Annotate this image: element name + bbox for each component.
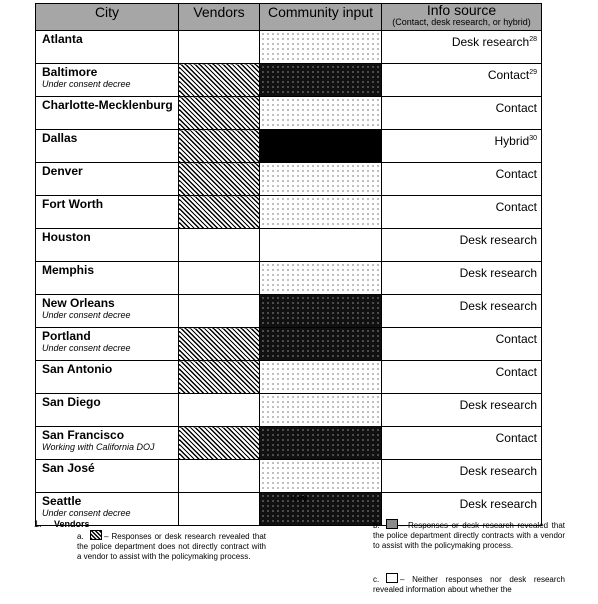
header-info-source-label: Info source	[426, 2, 497, 18]
info-source-cell	[382, 262, 542, 295]
community-input-cell	[260, 31, 382, 64]
city-cell	[36, 427, 179, 460]
info-source-cell	[382, 460, 542, 493]
table-row	[36, 31, 542, 64]
community-input-cell	[260, 394, 382, 427]
city-cell	[36, 328, 179, 361]
city-name: Denver	[42, 164, 83, 178]
vendors-cell	[179, 394, 260, 427]
info-source-text: Desk research	[459, 233, 537, 247]
key-entry-b	[373, 519, 565, 551]
footnote-ref: 28	[529, 36, 537, 43]
city-name: Memphis	[42, 263, 95, 277]
info-source-text: Desk research	[459, 497, 537, 511]
table-row	[36, 130, 542, 163]
info-source-text: Contact	[495, 200, 537, 214]
community-input-cell	[260, 262, 382, 295]
city-cell	[36, 97, 179, 130]
city-cell	[36, 130, 179, 163]
city-name: Baltimore	[42, 65, 98, 79]
key-entry-c-text: – Neither responses nor desk research revealed information about whether the	[373, 575, 565, 594]
key-title: Key	[290, 493, 308, 503]
key-entry-c	[373, 573, 565, 595]
info-source-cell	[382, 97, 542, 130]
info-source-text: Contact	[495, 332, 537, 346]
vendors-cell	[179, 196, 260, 229]
info-source-text: Hybrid	[494, 134, 530, 148]
city-name: Seattle	[42, 494, 82, 508]
footnote-ref: 30	[529, 135, 537, 142]
community-input-cell	[260, 163, 382, 196]
city-note: Under consent decree	[42, 343, 131, 353]
header-vendors: Vendors	[179, 4, 260, 31]
table-row	[36, 64, 542, 97]
table-header-row	[36, 4, 542, 31]
info-source-text: Desk research	[459, 464, 537, 478]
info-source-text: Desk research	[459, 266, 537, 280]
footnote-ref: 29	[529, 69, 537, 76]
community-input-cell	[260, 130, 382, 163]
city-cell	[36, 394, 179, 427]
vendors-cell	[179, 130, 260, 163]
city-cell	[36, 163, 179, 196]
key-entry-b-letter: b.	[373, 521, 380, 530]
vendors-cell	[179, 229, 260, 262]
vendors-cell	[179, 163, 260, 196]
gray-swatch-icon	[386, 519, 398, 529]
info-source-text: Desk research	[459, 398, 537, 412]
community-input-cell	[260, 427, 382, 460]
info-source-cell	[382, 427, 542, 460]
city-name: Dallas	[42, 131, 78, 145]
community-input-cell	[260, 229, 382, 262]
city-name: San José	[42, 461, 95, 475]
info-source-cell	[382, 295, 542, 328]
info-source-text: Contact	[487, 68, 530, 82]
city-cell	[36, 361, 179, 394]
vendors-cell	[179, 97, 260, 130]
key-entry-a-letter: a.	[77, 532, 84, 541]
key-entry-b-text: – Responses or desk research revealed that the police department directly contracts with a vendor to assist with the policymaking process.	[373, 521, 565, 550]
city-cell	[36, 229, 179, 262]
city-cell	[36, 295, 179, 328]
city-name: San Francisco	[42, 428, 125, 442]
table-row	[36, 163, 542, 196]
city-name: New Orleans	[42, 296, 115, 310]
community-input-cell	[260, 64, 382, 97]
info-source-cell	[382, 229, 542, 262]
city-policy-table	[35, 3, 542, 526]
city-note: Under consent decree	[42, 79, 131, 89]
city-name: Portland	[42, 329, 91, 343]
table-row	[36, 460, 542, 493]
vendors-cell	[179, 328, 260, 361]
city-note: Under consent decree	[42, 310, 131, 320]
city-name: Atlanta	[42, 32, 83, 46]
info-source-cell	[382, 361, 542, 394]
city-cell	[36, 460, 179, 493]
table-row	[36, 328, 542, 361]
vendors-cell	[179, 64, 260, 97]
hatch-swatch-icon	[90, 530, 102, 540]
table-row	[36, 229, 542, 262]
city-name: San Diego	[42, 395, 101, 409]
key-item-label: Vendors	[54, 519, 90, 529]
community-input-cell	[260, 328, 382, 361]
table-row	[36, 262, 542, 295]
info-source-cell	[382, 196, 542, 229]
table-row	[36, 394, 542, 427]
city-cell	[36, 31, 179, 64]
city-name: Fort Worth	[42, 197, 104, 211]
city-cell	[36, 64, 179, 97]
info-source-cell	[382, 394, 542, 427]
vendors-cell	[179, 460, 260, 493]
key-item-number: 1.	[34, 519, 42, 529]
city-name: Charlotte-Mecklenburg	[42, 98, 173, 112]
table-row	[36, 295, 542, 328]
table-row	[36, 361, 542, 394]
city-name: San Antonio	[42, 362, 113, 376]
info-source-cell	[382, 31, 542, 64]
city-name: Houston	[42, 230, 91, 244]
vendors-cell	[179, 427, 260, 460]
info-source-cell	[382, 163, 542, 196]
city-note: Working with California DOJ	[42, 442, 155, 452]
key-entry-c-letter: c.	[373, 575, 380, 584]
header-community-input: Community input	[260, 4, 382, 31]
key-entry-a-text: – Responses or desk research revealed that the police department does not directly contract with a vendor to assist with the policymaking process.	[77, 532, 266, 561]
vendors-cell	[179, 31, 260, 64]
key-entry-a	[77, 530, 266, 562]
community-input-cell	[260, 361, 382, 394]
vendors-cell	[179, 262, 260, 295]
info-source-text: Desk research	[451, 35, 530, 49]
community-input-cell	[260, 460, 382, 493]
header-city: City	[36, 4, 179, 31]
info-source-cell	[382, 328, 542, 361]
table-body	[36, 31, 542, 526]
table-row	[36, 196, 542, 229]
info-source-cell	[382, 130, 542, 163]
table-row	[36, 97, 542, 130]
community-input-cell	[260, 295, 382, 328]
vendors-cell	[179, 361, 260, 394]
empty-swatch-icon	[386, 573, 398, 583]
info-source-text: Contact	[495, 431, 537, 445]
community-input-cell	[260, 97, 382, 130]
city-cell	[36, 196, 179, 229]
info-source-text: Desk research	[459, 299, 537, 313]
header-info-source	[382, 4, 542, 31]
header-info-source-subtitle: (Contact, desk research, or hybrid)	[392, 17, 531, 27]
key-item-vendors	[34, 519, 90, 529]
vendors-cell	[179, 295, 260, 328]
info-source-text: Contact	[495, 365, 537, 379]
table-row	[36, 427, 542, 460]
city-note: Under consent decree	[42, 508, 131, 518]
info-source-text: Contact	[495, 101, 537, 115]
info-source-text: Contact	[495, 167, 537, 181]
city-cell	[36, 262, 179, 295]
info-source-cell	[382, 64, 542, 97]
community-input-cell	[260, 196, 382, 229]
